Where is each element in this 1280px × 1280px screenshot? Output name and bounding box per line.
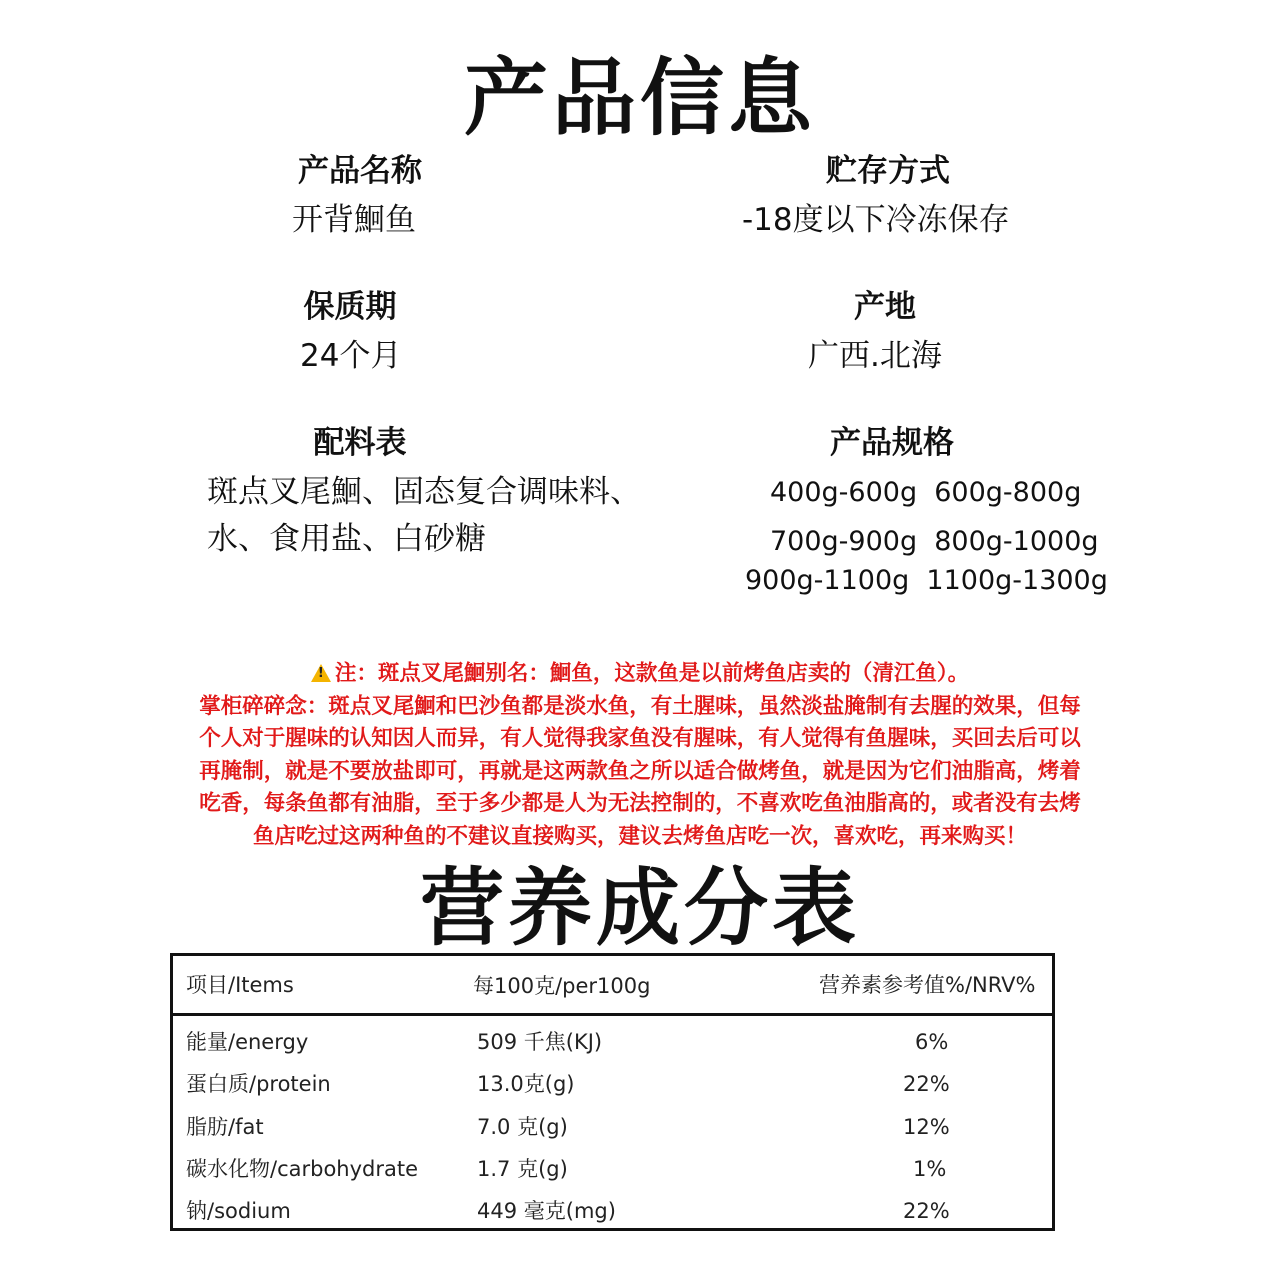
nutrition-table [170, 953, 1055, 1231]
row-nrv: 6% [915, 1030, 949, 1054]
row-amount: 13.0克(g) [477, 1072, 575, 1096]
row-amount: 449 毫克(mg) [477, 1199, 616, 1223]
shelf-life-value: 24个月 [300, 338, 402, 374]
row-nrv: 1% [913, 1157, 947, 1181]
ingredients-label: 配料表 [313, 425, 407, 461]
spec-line: 900g-1100g 1100g-1300g [745, 565, 1108, 596]
table-row [173, 1197, 1052, 1239]
row-amount: 509 千焦(KJ) [477, 1030, 603, 1054]
row-amount: 7.0 克(g) [477, 1115, 568, 1139]
header-nrv: 营养素参考值%/NRV% [819, 973, 1036, 997]
warning-icon [311, 664, 331, 682]
row-nrv: 22% [903, 1199, 950, 1223]
note-line: 掌柜碎碎念：斑点叉尾鮰和巴沙鱼都是淡水鱼，有土腥味，虽然淡盐腌制有去腥的效果，但每 [199, 693, 1081, 719]
row-item: 脂肪/fat [186, 1115, 264, 1139]
table-header [173, 956, 1052, 1016]
table-row [173, 1070, 1052, 1112]
note-line [120, 658, 1160, 691]
page-title: 产品信息 [463, 49, 816, 147]
note-text: 注：斑点叉尾鮰别名：鮰鱼，这款鱼是以前烤鱼店卖的（清江鱼）。 [334, 661, 970, 686]
row-item: 蛋白质/protein [186, 1072, 331, 1096]
table-row [173, 1113, 1052, 1155]
shelf-life-label: 保质期 [303, 289, 397, 325]
storage-label: 贮存方式 [826, 153, 950, 189]
note-line: 吃香，每条鱼都有油脂，至于多少都是人为无法控制的，不喜欢吃鱼油脂高的，或者没有去烤 [199, 791, 1081, 816]
ingredients-line: 水、食用盐、白砂糖 [207, 521, 486, 557]
note-line: 个人对于腥味的认知因人而异，有人觉得我家鱼没有腥味，有人觉得有鱼腥味，买回去后可以 [199, 726, 1081, 751]
header-items: 项目/Items [186, 973, 294, 997]
nutrition-title: 营养成分表 [419, 859, 860, 957]
note-line: 再腌制，就是不要放盐即可，再就是这两款鱼之所以适合做烤鱼，就是因为它们油脂高，烤着 [199, 758, 1081, 784]
header-per100g: 每100克/per100g [473, 974, 651, 998]
origin-value: 广西.北海 [808, 338, 942, 374]
storage-value: -18度以下冷冻保存 [742, 202, 1010, 238]
seller-note [120, 658, 1160, 853]
row-nrv: 12% [903, 1115, 950, 1139]
spec-line: 700g-900g 800g-1000g [770, 526, 1099, 557]
product-name-value: 开背鮰鱼 [292, 202, 416, 238]
origin-label: 产地 [854, 289, 916, 325]
note-line: 鱼店吃过这两种鱼的不建议直接购买，建议去烤鱼店吃一次，喜欢吃，再来购买！ [252, 823, 1027, 849]
ingredients-line: 斑点叉尾鮰、固态复合调味料、 [207, 474, 641, 510]
table-row [173, 1155, 1052, 1197]
table-row [173, 1028, 1052, 1070]
row-item: 能量/energy [186, 1030, 309, 1054]
row-nrv: 22% [903, 1072, 950, 1096]
row-item: 碳水化物/carbohydrate [186, 1157, 419, 1181]
row-item: 钠/sodium [186, 1199, 291, 1223]
product-name-label: 产品名称 [298, 153, 422, 189]
spec-label: 产品规格 [830, 425, 954, 461]
row-amount: 1.7 克(g) [477, 1157, 568, 1181]
spec-line: 400g-600g 600g-800g [770, 477, 1082, 508]
